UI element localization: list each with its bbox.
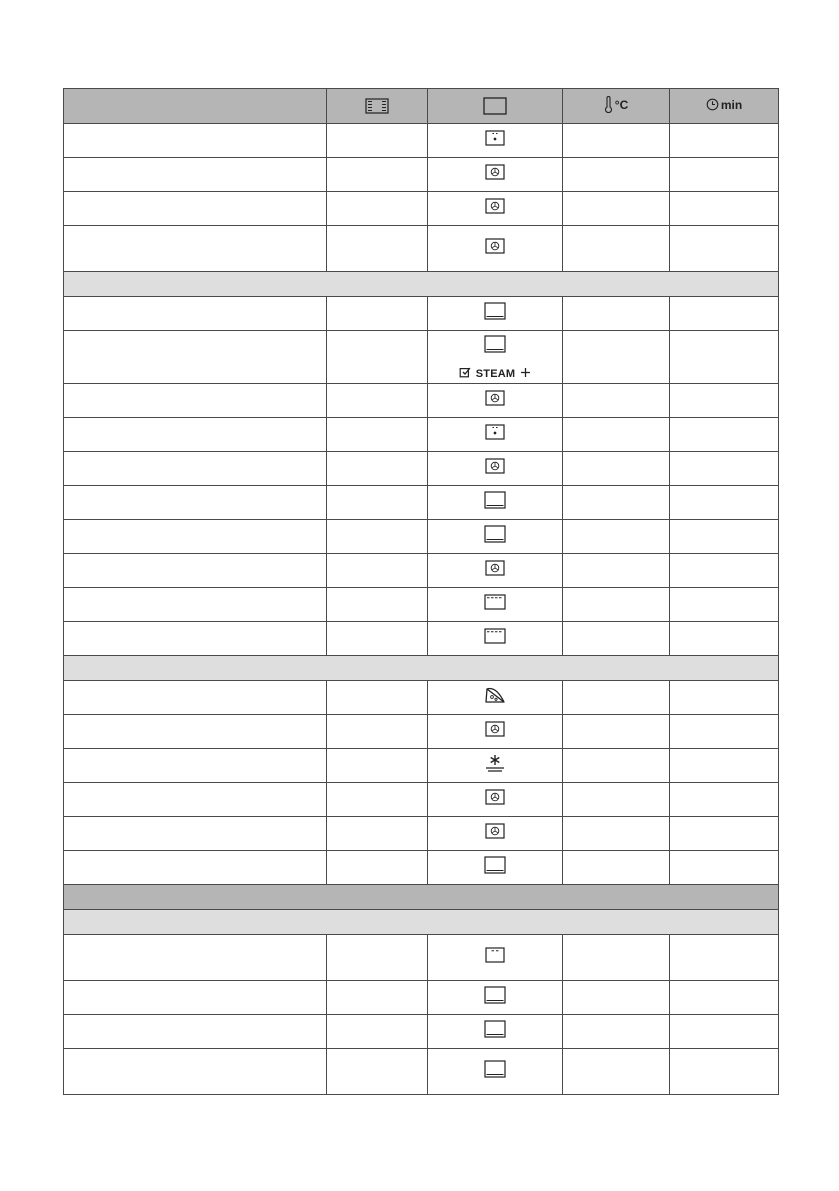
table-body: [64, 124, 779, 1095]
table-row: [64, 981, 779, 1015]
shelf-level-cell: [327, 124, 428, 158]
shelf-level-icon: [365, 98, 389, 114]
shelf-level-cell: [327, 452, 428, 486]
grill-icon: [485, 947, 505, 968]
function-cell: [428, 588, 563, 622]
grill-fan-icon: [485, 130, 505, 151]
function-cell: [428, 681, 563, 715]
food-cell: [64, 817, 327, 851]
shelf-level-cell: [327, 520, 428, 554]
steam-plus-label: [459, 366, 532, 381]
food-column-header: [64, 89, 327, 124]
food-cell: [64, 418, 327, 452]
shelf-level-cell: [327, 851, 428, 885]
table-row: [64, 588, 779, 622]
shelf-level-cell: [327, 554, 428, 588]
shelf-level-column-header: [327, 89, 428, 124]
section-row: [64, 910, 779, 935]
time-cell: [670, 749, 779, 783]
time-cell: [670, 783, 779, 817]
temperature-cell: [563, 817, 670, 851]
true-fan-icon: [485, 238, 505, 259]
table-row: [64, 817, 779, 851]
temperature-unit-label: °C: [614, 97, 629, 112]
conventional-heat-icon: [484, 1060, 506, 1083]
true-fan-icon: [485, 390, 505, 411]
food-cell: [64, 297, 327, 331]
function-cell: [428, 124, 563, 158]
food-cell: [64, 935, 327, 981]
function-cell: [428, 297, 563, 331]
time-cell: [670, 158, 779, 192]
conventional-heat-icon: [484, 856, 506, 879]
fast-grill-icon: [484, 594, 506, 615]
temperature-cell: [563, 554, 670, 588]
food-cell: [64, 1015, 327, 1049]
table-row: [64, 331, 779, 384]
shelf-level-cell: [327, 384, 428, 418]
temperature-cell: [563, 158, 670, 192]
temperature-cell: [563, 384, 670, 418]
food-cell: [64, 158, 327, 192]
temperature-cell: [563, 331, 670, 384]
shelf-level-cell: [327, 588, 428, 622]
table-row: [64, 783, 779, 817]
clock-icon: [706, 98, 719, 111]
food-cell: [64, 554, 327, 588]
conventional-heat-icon: [484, 986, 506, 1009]
steam-icon: [459, 366, 471, 381]
food-cell: [64, 783, 327, 817]
section-cell: [64, 656, 779, 681]
section-row: [64, 656, 779, 681]
table-row: [64, 520, 779, 554]
shelf-level-cell: [327, 226, 428, 272]
temperature-cell: [563, 297, 670, 331]
true-fan-icon: [485, 164, 505, 185]
time-cell: [670, 520, 779, 554]
table-row: [64, 935, 779, 981]
section-row: [64, 885, 779, 910]
function-cell: [428, 158, 563, 192]
function-cell: [428, 486, 563, 520]
table-row: [64, 418, 779, 452]
true-fan-icon: [485, 823, 505, 844]
time-cell: [670, 384, 779, 418]
true-fan-icon: [485, 721, 505, 742]
time-cell: [670, 486, 779, 520]
oven-function-icon: [483, 97, 507, 115]
food-cell: [64, 715, 327, 749]
shelf-level-cell: [327, 817, 428, 851]
section-cell: [64, 272, 779, 297]
time-cell: [670, 622, 779, 656]
fast-grill-icon: [484, 628, 506, 649]
shelf-level-cell: [327, 783, 428, 817]
section-row: [64, 272, 779, 297]
table-row: [64, 681, 779, 715]
temperature-cell: [563, 783, 670, 817]
table-row: [64, 158, 779, 192]
shelf-level-cell: [327, 158, 428, 192]
function-cell: [428, 192, 563, 226]
temperature-cell: [563, 935, 670, 981]
time-cell: [670, 851, 779, 885]
shelf-level-cell: [327, 418, 428, 452]
temperature-column-header: [563, 89, 670, 124]
temperature-cell: [563, 226, 670, 272]
food-cell: [64, 1049, 327, 1095]
food-cell: [64, 622, 327, 656]
cooking-table: [63, 88, 779, 1095]
food-cell: [64, 749, 327, 783]
thermometer-icon: [604, 96, 613, 113]
function-cell: [428, 981, 563, 1015]
shelf-level-cell: [327, 192, 428, 226]
time-unit-label: min: [720, 97, 743, 112]
food-cell: [64, 486, 327, 520]
shelf-level-cell: [327, 749, 428, 783]
temperature-cell: [563, 681, 670, 715]
conventional-heat-icon: [484, 491, 506, 514]
time-cell: [670, 226, 779, 272]
function-cell: [428, 749, 563, 783]
food-cell: [64, 588, 327, 622]
true-fan-icon: [485, 458, 505, 479]
function-cell: [428, 384, 563, 418]
table-row: [64, 486, 779, 520]
shelf-level-cell: [327, 935, 428, 981]
temperature-cell: [563, 622, 670, 656]
food-cell: [64, 520, 327, 554]
food-cell: [64, 851, 327, 885]
shelf-level-cell: [327, 297, 428, 331]
shelf-level-cell: [327, 622, 428, 656]
true-fan-icon: [485, 789, 505, 810]
table-row: [64, 124, 779, 158]
true-fan-icon: [485, 198, 505, 219]
function-cell: [428, 783, 563, 817]
table-row: [64, 384, 779, 418]
function-cell: [428, 1049, 563, 1095]
time-column-header: [670, 89, 779, 124]
time-cell: [670, 935, 779, 981]
section-cell: [64, 885, 779, 910]
shelf-level-cell: [327, 1015, 428, 1049]
table-row: [64, 297, 779, 331]
temperature-cell: [563, 1049, 670, 1095]
food-cell: [64, 124, 327, 158]
temperature-cell: [563, 749, 670, 783]
temperature-cell: [563, 715, 670, 749]
function-cell: [428, 1015, 563, 1049]
defrost-icon: [483, 753, 507, 778]
conventional-heat-icon: [484, 335, 506, 358]
shelf-level-cell: [327, 681, 428, 715]
table-row: [64, 715, 779, 749]
time-cell: [670, 124, 779, 158]
food-cell: [64, 384, 327, 418]
table-row: [64, 226, 779, 272]
time-cell: [670, 1049, 779, 1095]
temperature-cell: [563, 452, 670, 486]
function-cell: [428, 851, 563, 885]
shelf-level-cell: [327, 331, 428, 384]
shelf-level-cell: [327, 981, 428, 1015]
time-cell: [670, 418, 779, 452]
conventional-heat-icon: [484, 525, 506, 548]
time-cell: [670, 1015, 779, 1049]
table-row: [64, 192, 779, 226]
food-cell: [64, 681, 327, 715]
time-cell: [670, 452, 779, 486]
table-row: [64, 1049, 779, 1095]
time-cell: [670, 817, 779, 851]
function-cell: [428, 622, 563, 656]
shelf-level-cell: [327, 1049, 428, 1095]
plus-icon: [520, 367, 531, 381]
shelf-level-cell: [327, 715, 428, 749]
function-cell: [428, 817, 563, 851]
temperature-cell: [563, 981, 670, 1015]
time-cell: [670, 681, 779, 715]
time-cell: [670, 981, 779, 1015]
temperature-cell: [563, 588, 670, 622]
temperature-cell: [563, 418, 670, 452]
function-cell: [428, 715, 563, 749]
food-cell: [64, 981, 327, 1015]
food-cell: [64, 452, 327, 486]
function-cell: [428, 226, 563, 272]
grill-fan-icon: [485, 424, 505, 445]
time-cell: [670, 715, 779, 749]
table-row: [64, 554, 779, 588]
pizza-icon: [484, 685, 506, 710]
function-cell: [428, 452, 563, 486]
time-cell: [670, 297, 779, 331]
temperature-cell: [563, 520, 670, 554]
function-column-header: [428, 89, 563, 124]
temperature-cell: [563, 1015, 670, 1049]
temperature-cell: [563, 124, 670, 158]
time-cell: [670, 588, 779, 622]
temperature-cell: [563, 851, 670, 885]
time-cell: [670, 331, 779, 384]
time-cell: [670, 554, 779, 588]
true-fan-icon: [485, 560, 505, 581]
function-cell: [428, 554, 563, 588]
function-cell: [428, 935, 563, 981]
table-row: [64, 749, 779, 783]
function-cell: [428, 331, 563, 384]
table-row: [64, 1015, 779, 1049]
section-cell: [64, 910, 779, 935]
function-cell: [428, 418, 563, 452]
function-cell: [428, 520, 563, 554]
food-cell: [64, 226, 327, 272]
food-cell: [64, 192, 327, 226]
conventional-heat-icon: [484, 1020, 506, 1043]
shelf-level-cell: [327, 486, 428, 520]
steam-text: STEAM: [475, 367, 516, 380]
temperature-cell: [563, 192, 670, 226]
table-header-row: [64, 89, 779, 124]
table-row: [64, 452, 779, 486]
table-row: [64, 851, 779, 885]
table-row: [64, 622, 779, 656]
time-cell: [670, 192, 779, 226]
conventional-heat-icon: [484, 302, 506, 325]
food-cell: [64, 331, 327, 384]
temperature-cell: [563, 486, 670, 520]
